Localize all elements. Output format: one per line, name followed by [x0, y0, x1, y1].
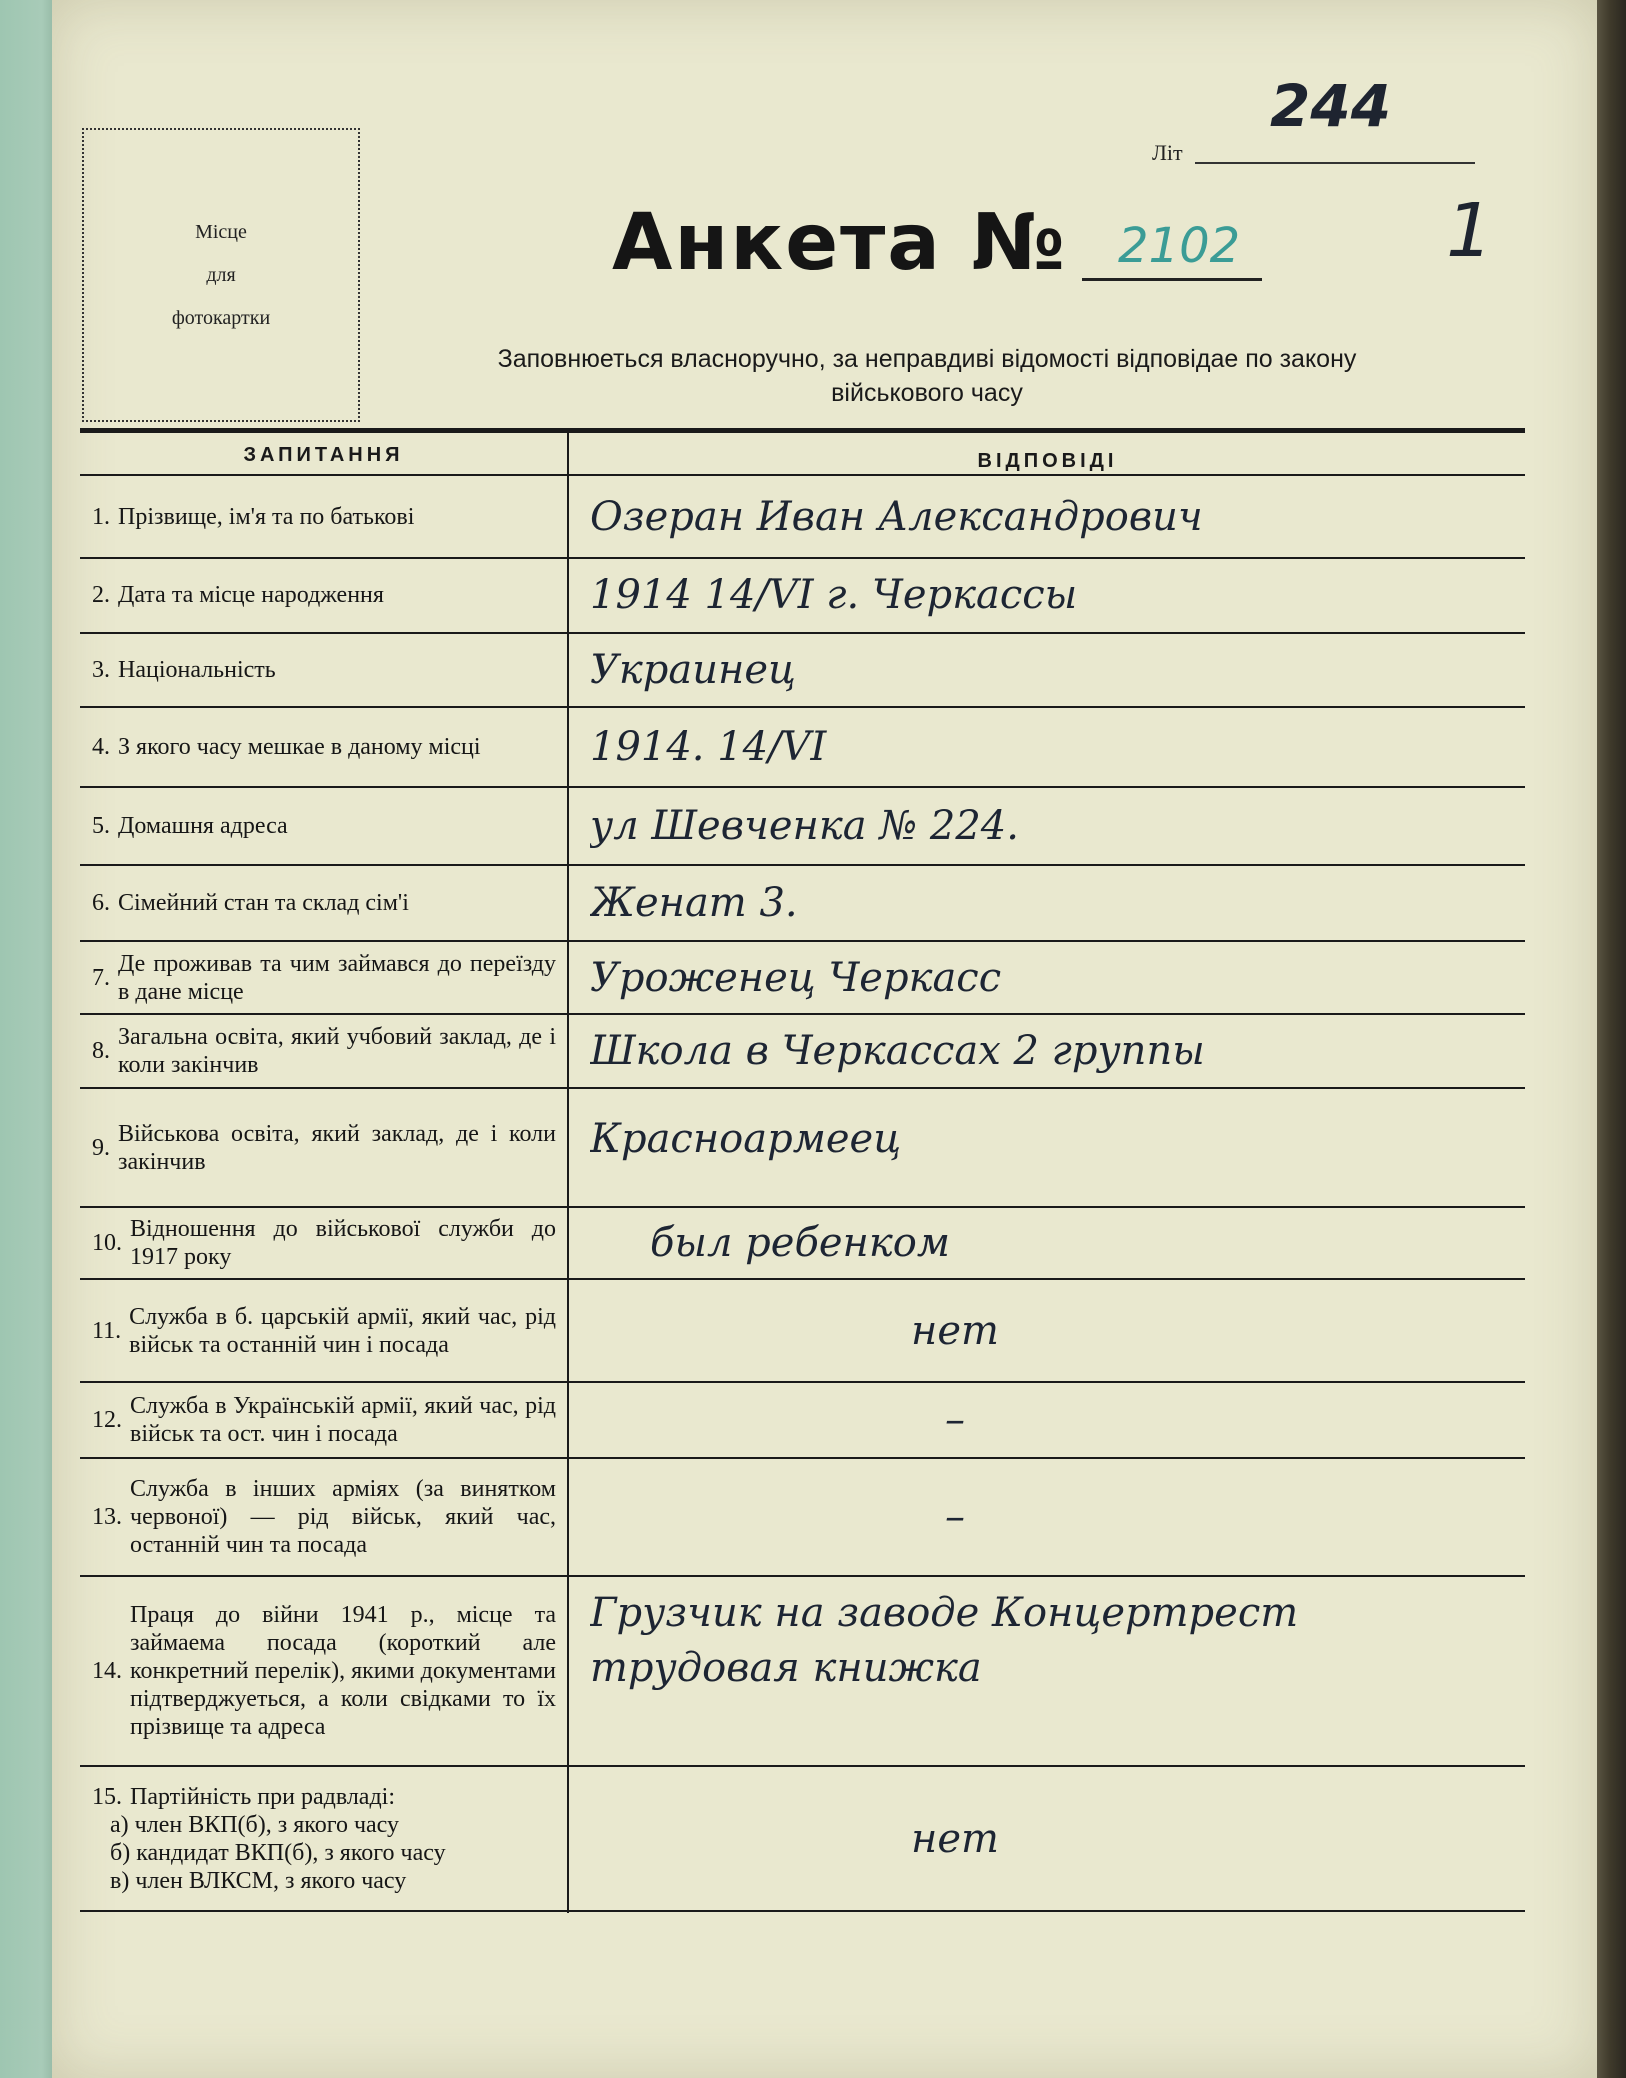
question-4: 4. З якого часу мешкае в даному місці: [92, 734, 481, 760]
subtitle-line-2: військового часу: [831, 379, 1023, 407]
question-11: 11. Служба в б. царській армії, який час, рід військ та останній чин і посада: [92, 1303, 556, 1358]
answer-12: –: [945, 1397, 965, 1443]
answer-4: 1914. 14/VI: [590, 724, 827, 770]
answer-13: –: [945, 1494, 965, 1540]
question-10: 10. Відношення до військової служби до 1917 року: [92, 1216, 556, 1270]
row-divider: [80, 474, 1525, 476]
question-14: 14. Праця до війни 1941 р., місце та займаема посада (короткий але конкретний перелік), якими документами підтверджуеться, а коли свідками то їх прізвище та адреса: [92, 1602, 556, 1740]
question-15-sub-c: в) член ВЛКСМ, з якого часу: [110, 1867, 407, 1894]
answer-14-line-1: Грузчик на заводе Концертрест: [590, 1590, 1299, 1636]
question-2: 2. Дата та місце народження: [92, 582, 384, 608]
lit-value: 244: [1270, 72, 1392, 140]
subtitle-line-1: Заповнюеться власноручно, за неправдиві відомості відповідае по закону: [497, 345, 1357, 373]
photo-placeholder: [82, 128, 360, 422]
question-13: 13. Служба в інших арміях (за винятком червоної) — рід військ, який час, останній чин та посада: [92, 1476, 556, 1558]
question-3: 3. Національність: [92, 657, 276, 683]
question-6: 6. Сімейний стан та склад сім'і: [92, 890, 409, 916]
corner-number: 1: [1446, 188, 1494, 274]
question-8: 8. Загальна освіта, який учбовий заклад, де і коли закінчив: [92, 1024, 556, 1078]
lit-label: Літ: [1152, 140, 1183, 165]
photo-label-3: фотокартки: [171, 306, 271, 329]
answer-6: Женат 3.: [590, 880, 798, 926]
photo-label-2: для: [206, 263, 236, 286]
question-15-sub-b: б) кандидат ВКП(б), з якого часу: [110, 1839, 446, 1866]
answer-2: 1914 14/VI г. Черкассы: [590, 572, 1078, 618]
answer-7: Уроженец Черкасс: [590, 954, 1002, 1001]
question-7: 7. Де проживав та чим займався до переїзду в дане місце: [92, 950, 556, 1005]
answer-15: нет: [911, 1815, 999, 1862]
form-title: Анкета №: [612, 198, 1067, 288]
answer-9: Красноармеец: [590, 1116, 902, 1162]
table-top-rule: [80, 428, 1525, 433]
answer-14-line-2: трудовая книжка: [590, 1645, 982, 1691]
question-5: 5. Домашня адреса: [92, 813, 288, 839]
question-15: 15. Партійність при радвладі: а) член ВКП(б), з якого часу б) кандидат ВКП(б), з якого часу в) член ВЛКСМ, з якого часу: [92, 1783, 446, 1894]
question-15-sub-a: а) член ВКП(б), з якого часу: [110, 1811, 399, 1838]
answer-8: Школа в Черкассах 2 группы: [590, 1028, 1205, 1074]
answer-10: был ребенком: [650, 1220, 951, 1266]
column-divider: [567, 433, 569, 1913]
form-number-underline: [1082, 278, 1262, 281]
lit-underline: [1195, 162, 1475, 164]
form-subtitle: [392, 342, 1462, 410]
row-divider: [80, 1910, 1525, 1912]
answer-3: Украинец: [590, 647, 796, 693]
photo-label-1: Місце: [195, 220, 247, 243]
question-12: 12. Служба в Українській армії, який час, рід військ та ост. чин і посада: [92, 1393, 556, 1447]
answer-11: нет: [911, 1307, 999, 1354]
question-1: 1. Прізвище, ім'я та по батькові: [92, 503, 415, 530]
question-9: 9. Військова освіта, який заклад, де і коли закінчив: [92, 1120, 556, 1175]
answer-5: ул Шевченка № 224.: [590, 803, 1019, 849]
questions-header: ЗАПИТАННЯ: [243, 444, 404, 466]
answer-1: Озеран Иван Александрович: [590, 493, 1203, 540]
answers-header: ВІДПОВІДІ: [977, 450, 1118, 472]
form-number: 2102: [1118, 218, 1241, 274]
